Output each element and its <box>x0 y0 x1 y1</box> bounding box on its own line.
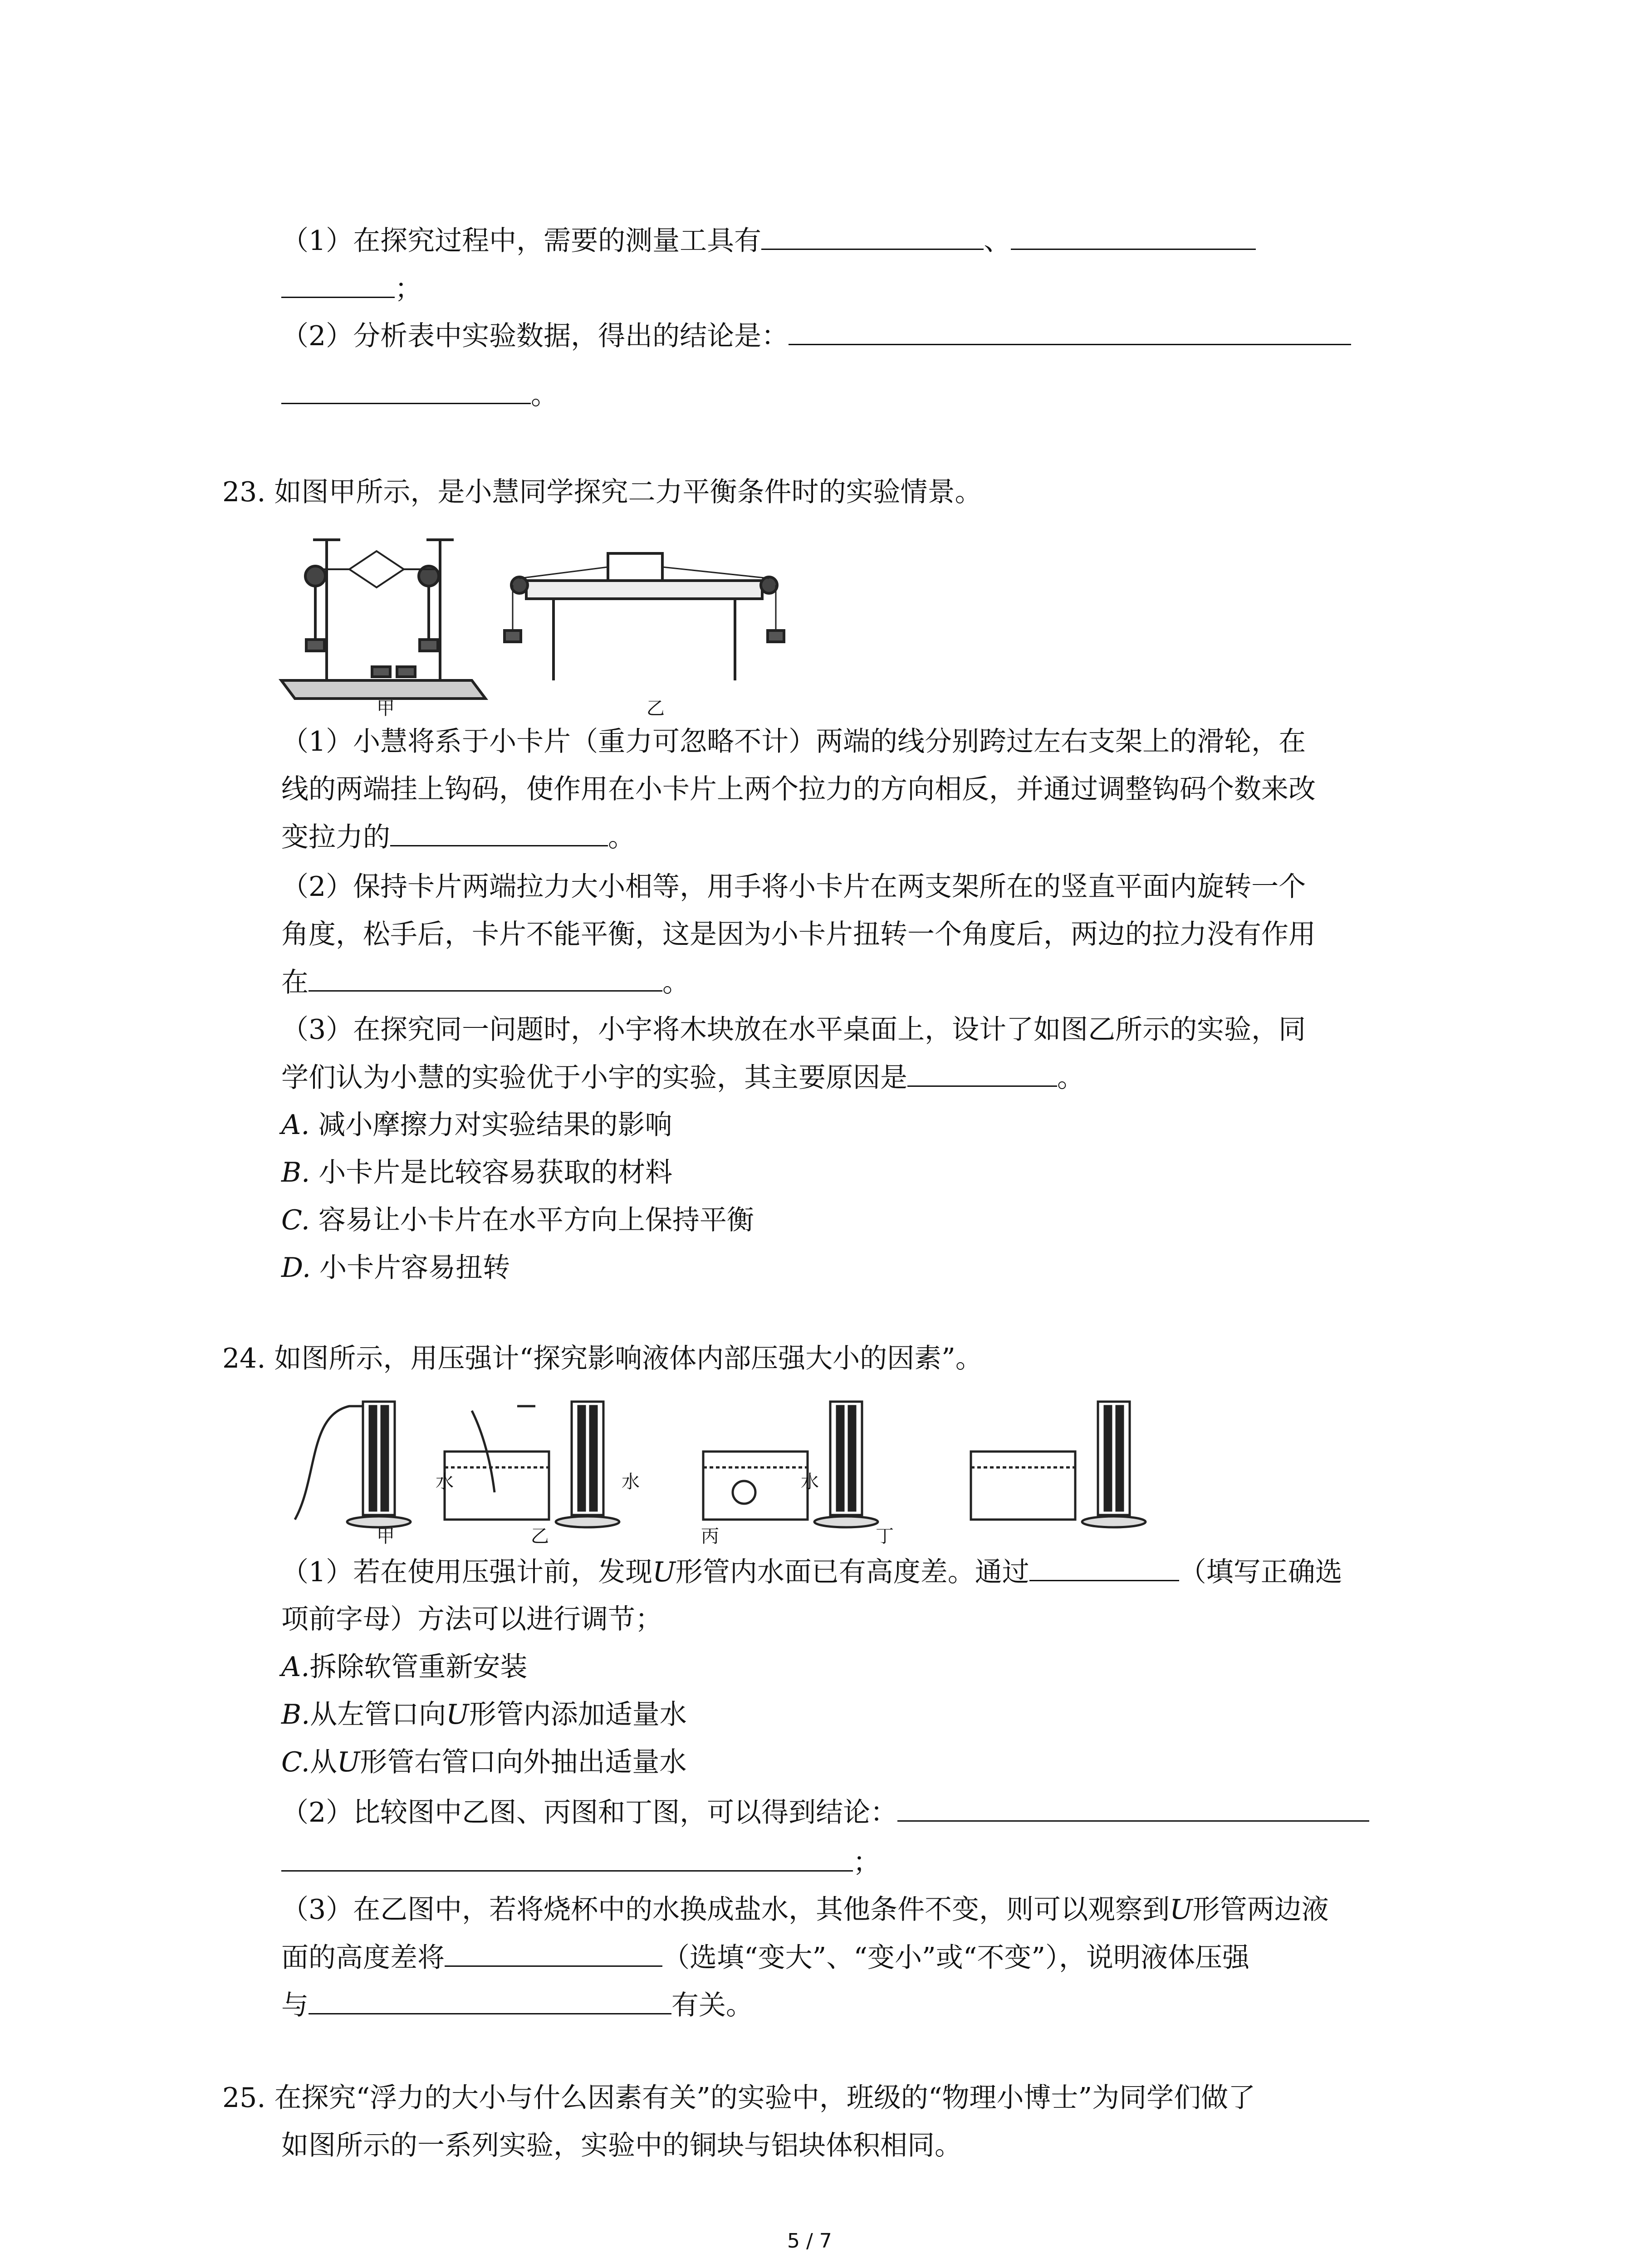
q24-title: 24. 如图所示，用压强计“探究影响液体内部压强大小的因素”。 <box>222 1343 983 1374</box>
q24-fig-water-ding: 水 <box>801 1471 819 1492</box>
q24-p1-line2: 项前字母）方法可以进行调节； <box>281 1603 662 1635</box>
q24-fig-water-bing: 水 <box>622 1471 640 1492</box>
q23-p2-line3 <box>281 964 690 1001</box>
answer-blank[interactable] <box>761 222 984 250</box>
q24-p3-line2: 面的高度差将 （选填“变大”、“变小”或“不变”），说明液体压强 <box>281 1939 1249 1976</box>
q23-p2-text: 在 <box>281 967 309 998</box>
q23-option-b[interactable]: B. 小卡片是比较容易获取的材料 <box>281 1157 673 1188</box>
q23-p2-line2: 角度，松手后，卡片不能平衡，这是因为小卡片扭转一个角度后，两边的拉力没有作用 <box>281 919 1316 950</box>
prev-q1-line <box>281 222 1256 259</box>
q24-fig-label-ding: 丁 <box>876 1526 894 1547</box>
q23-p3-line1: （3）在探究同一问题时，小宇将木块放在水平桌面上，设计了如图乙所示的实验，同 <box>281 1014 1306 1046</box>
answer-blank[interactable] <box>390 819 608 846</box>
q23-p2-line1: （2）保持卡片两端拉力大小相等，用手将小卡片在两支架所在的竖直平面内旋转一个 <box>281 871 1306 903</box>
prev-q1-line2 <box>281 270 422 307</box>
q23-p1-line3 <box>281 819 635 855</box>
answer-blank[interactable] <box>1029 1554 1179 1581</box>
answer-blank[interactable] <box>789 318 1351 345</box>
q23-option-a[interactable]: A. 减小摩擦力对实验结果的影响 <box>281 1109 672 1141</box>
q23-fig-label-jia: 甲 <box>377 698 395 719</box>
q23-p1-line2: 线的两端挂上钩码，使作用在小卡片上两个拉力的方向相反，并通过调整钩码个数来改 <box>281 773 1316 805</box>
q23-p1-text: 变拉力的 <box>281 821 390 853</box>
q24-fig-label-jia: 甲 <box>377 1526 395 1547</box>
q24-option-c[interactable]: C.从U形管右管口向外抽出适量水 <box>281 1746 687 1778</box>
q23-title: 23. 如图甲所示，是小慧同学探究二力平衡条件时的实验情景。 <box>222 476 982 508</box>
q23-p1-end: 。 <box>608 821 635 853</box>
q25-line1: 25. 在探究“浮力的大小与什么因素有关”的实验中，班级的“物理小博士”为同学们做了 <box>222 2082 1256 2114</box>
q23-p3-text: 学们认为小慧的实验优于小宇的实验，其主要原因是 <box>281 1062 907 1094</box>
q24-p2-line2: ； <box>281 1844 880 1881</box>
prev-q2-line <box>281 318 1351 354</box>
answer-blank[interactable] <box>309 1987 671 2014</box>
q24-p1-line1: （1）若在使用压强计前，发现U形管内水面已有高度差。通过 （填写正确选 <box>281 1554 1342 1590</box>
prev-q1-text: （1）在探究过程中，需要的测量工具有 <box>281 225 762 257</box>
q24-p3-line1: （3）在乙图中，若将烧杯中的水换成盐水，其他条件不变，则可以观察到U形管两边液 <box>281 1894 1329 1926</box>
q24-fig-water-yi: 水 <box>436 1471 454 1492</box>
q23-figure <box>272 522 817 712</box>
page-number: 5 / 7 <box>787 2229 832 2253</box>
q24-fig-label-yi: 乙 <box>531 1526 549 1547</box>
prev-q2-line2 <box>281 376 558 413</box>
answer-blank[interactable] <box>281 270 395 298</box>
q24-figure <box>281 1388 1416 1538</box>
answer-blank[interactable] <box>281 376 531 404</box>
q23-option-c[interactable]: C. 容易让小卡片在水平方向上保持平衡 <box>281 1204 754 1236</box>
q25-line2: 如图所示的一系列实验，实验中的铜块与铝块体积相同。 <box>281 2130 962 2161</box>
answer-blank[interactable] <box>309 964 662 992</box>
answer-blank[interactable] <box>445 1939 662 1967</box>
prev-q1-end: ； <box>395 273 422 305</box>
q23-p3-end: 。 <box>1057 1062 1084 1094</box>
q23-option-d[interactable]: D. 小卡片容易扭转 <box>281 1252 510 1284</box>
q24-fig-label-bing: 丙 <box>701 1526 719 1547</box>
q23-p3-line2 <box>281 1059 1084 1096</box>
answer-blank[interactable] <box>281 1844 853 1872</box>
prev-q2-end: 。 <box>531 379 558 411</box>
q24-p2-line1: （2）比较图中乙图、丙图和丁图，可以得到结论： <box>281 1794 1369 1831</box>
answer-blank[interactable] <box>1011 222 1256 250</box>
prev-q2-text: （2）分析表中实验数据，得出的结论是： <box>281 320 789 352</box>
q23-p2-end: 。 <box>662 967 690 998</box>
q24-option-b[interactable]: B.从左管口向U形管内添加适量水 <box>281 1699 687 1730</box>
q23-p1-line1: （1）小慧将系于小卡片（重力可忽略不计）两端的线分别跨过左右支架上的滑轮，在 <box>281 726 1306 758</box>
q23-fig-label-yi: 乙 <box>647 698 665 719</box>
prev-q1-sep: 、 <box>984 225 1011 257</box>
answer-blank[interactable] <box>897 1794 1369 1822</box>
q24-p3-line3: 与 有关。 <box>281 1987 753 2024</box>
answer-blank[interactable] <box>907 1059 1057 1087</box>
q24-option-a[interactable]: A.拆除软管重新安装 <box>281 1651 528 1683</box>
